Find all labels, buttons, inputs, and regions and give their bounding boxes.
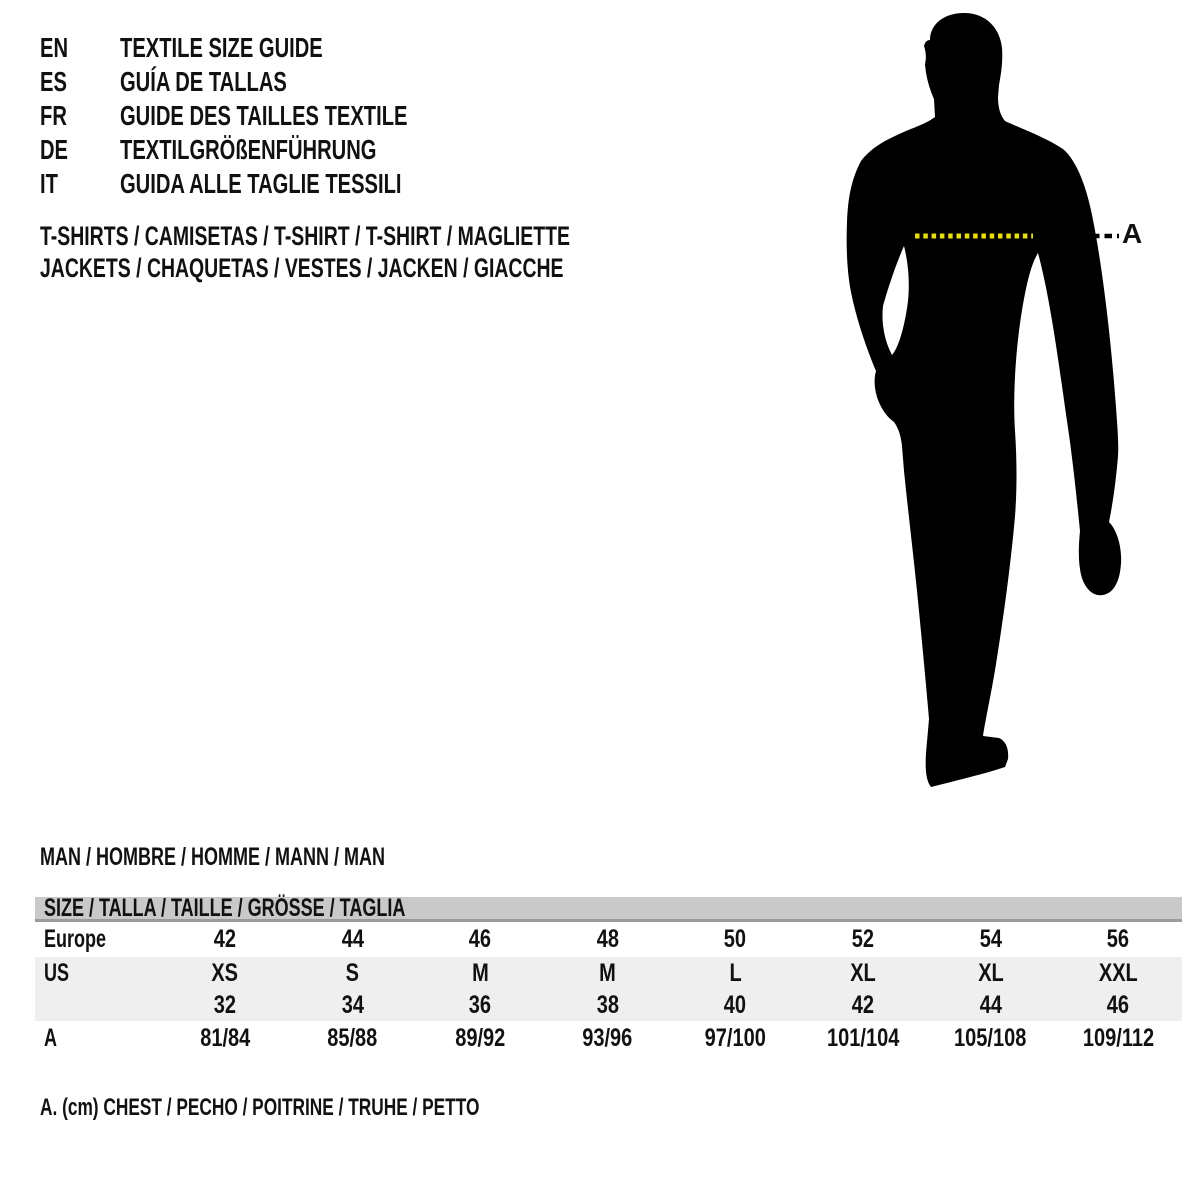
language-row [40,65,519,99]
language-row [40,167,519,201]
size-cell: 50 [724,925,747,953]
row-label: A [44,1023,58,1052]
table-row-alt-sizes [35,989,1182,1021]
language-title: GUIDA ALLE TAGLIE TESSILI [120,168,402,199]
language-code: FR [40,100,67,131]
size-cell: S [345,958,360,987]
size-cell: 56 [1107,925,1130,953]
language-code: IT [40,168,58,199]
section-heading-man [40,843,519,872]
language-title: GUIDE DES TAILLES TEXTILE [120,100,408,131]
table-row-us [35,957,1182,989]
size-cell: 46 [1107,990,1130,1019]
table-row-chest-cm [35,1021,1182,1055]
size-cell: L [729,958,742,987]
language-row [40,99,519,133]
language-list [40,31,519,201]
size-cell: 93/96 [582,1023,633,1052]
language-row [40,31,519,65]
size-cell: XXL [1098,958,1138,987]
category-line-jackets: JACKETS / CHAQUETAS / VESTES / JACKEN / GIACCHE [40,253,564,283]
man-silhouette-figure [847,13,1121,787]
size-cell: 81/84 [199,1023,250,1052]
table-row-europe [35,922,1182,957]
size-cell: 48 [596,925,619,953]
size-cell: 97/100 [704,1023,766,1052]
size-cell: 105/108 [954,1023,1027,1052]
language-code: ES [40,66,67,97]
category-line-tshirts: T-SHIRTS / CAMISETAS / T-SHIRT / T-SHIRT / MAGLIETTE [40,221,570,251]
size-cell: 44 [341,925,364,953]
row-label: US [44,958,70,987]
size-cell: 46 [468,925,492,953]
size-table [35,893,1182,1055]
size-cell: XL [977,958,1004,987]
measurement-point-label: A [1122,218,1143,249]
language-title: GUÍA DE TALLAS [120,66,287,97]
size-cell: XL [850,958,876,987]
language-title: TEXTILGRÖßENFÜHRUNG [120,134,377,165]
row-label: Europe [44,925,107,953]
size-cell: 109/112 [1082,1023,1154,1052]
size-cell: XS [211,958,239,987]
size-cell: 36 [468,990,492,1019]
measurement-footnote [40,1094,650,1122]
size-cell: 34 [341,990,364,1019]
size-table-header-text: SIZE / TALLA / TAILLE / GRÖSSE / TAGLIA [44,893,406,922]
man-silhouette-svg [830,0,1150,800]
size-guide-figure [830,0,1150,800]
size-cell: 54 [979,925,1002,953]
size-cell: 42 [213,925,236,953]
language-title: TEXTILE SIZE GUIDE [120,32,323,63]
size-cell: M [471,958,489,987]
size-table-header [35,893,1182,922]
category-lines [40,220,776,284]
size-cell: M [599,958,617,987]
size-cell: 89/92 [455,1023,506,1052]
language-code: DE [40,134,69,165]
size-cell: 44 [979,990,1002,1019]
size-cell: 38 [596,990,619,1019]
size-cell: 101/104 [826,1023,900,1052]
measurement-footnote-text: A. (cm) CHEST / PECHO / POITRINE / TRUHE / PETTO [40,1094,480,1121]
size-cell: 52 [851,925,875,953]
size-cell: 40 [724,990,747,1019]
section-heading-text: MAN / HOMBRE / HOMME / MANN / MAN [40,843,385,871]
size-cell: 42 [851,990,875,1019]
size-cell: 32 [213,990,236,1019]
size-cell: 85/88 [327,1023,378,1052]
language-row [40,133,519,167]
language-code: EN [40,32,69,63]
